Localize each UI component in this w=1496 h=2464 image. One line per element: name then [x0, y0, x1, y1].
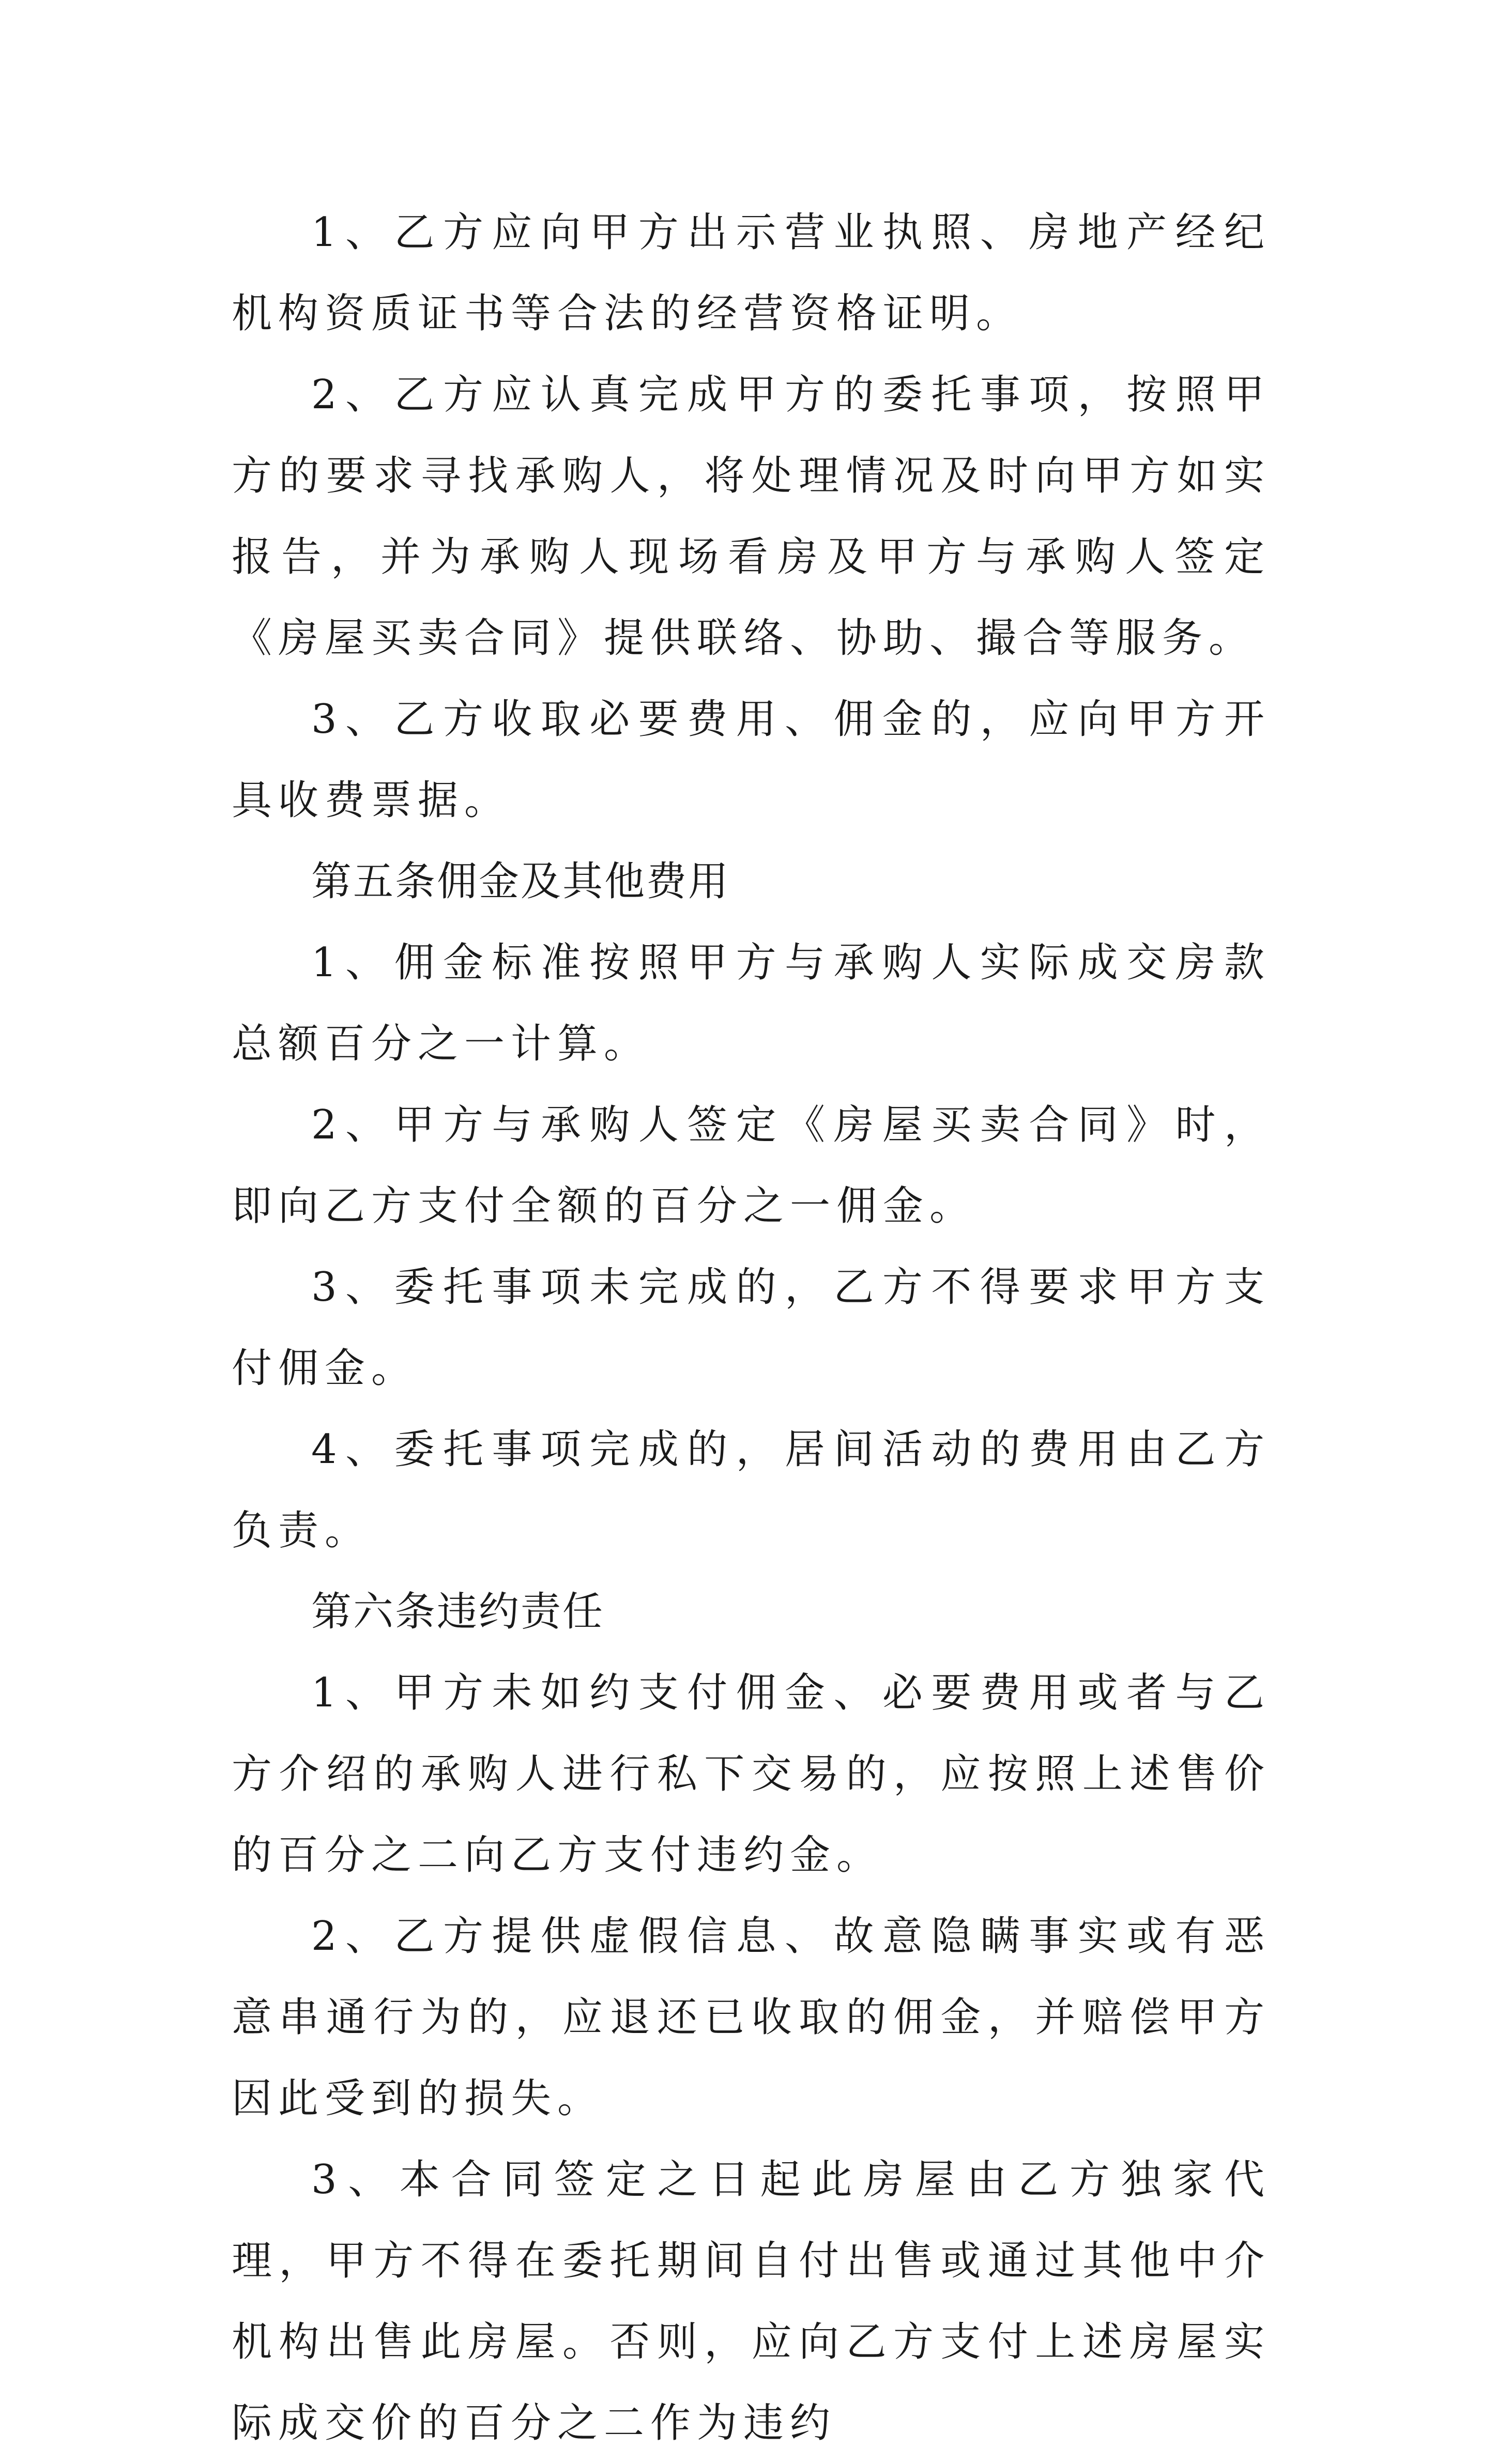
- paragraph-4: 1、佣金标准按照甲方与承购人实际成交房款总额百分之一计算。: [232, 940, 1271, 1067]
- document-body: [232, 192, 1271, 2464]
- section-heading-6: 第六条违约责任: [311, 1589, 605, 1635]
- paragraph-9: 2、乙方提供虚假信息、故意隐瞒事实或有恶意串通行为的，应退还已收取的佣金，并赔偿甲方因此受到的损失。: [232, 1913, 1271, 2122]
- paragraph-8: 1、甲方未如约支付佣金、必要费用或者与乙方介绍的承购人进行私下交易的，应按照上述售价的百分之二向乙方支付违约金。: [232, 1670, 1271, 1878]
- paragraph-2: 2、乙方应认真完成甲方的委托事项，按照甲方的要求寻找承购人，将处理情况及时向甲方如实报告，并为承购人现场看房及甲方与承购人签定《房屋买卖合同》提供联络、协助、撮合等服务。: [232, 372, 1271, 661]
- paragraph-7: 4、委托事项完成的，居间活动的费用由乙方负责。: [232, 1426, 1271, 1554]
- paragraph-6: 3、委托事项未完成的，乙方不得要求甲方支付佣金。: [232, 1264, 1271, 1392]
- paragraph-10: 3、本合同签定之日起此房屋由乙方独家代理，甲方不得在委托期间自付出售或通过其他中介机构出售此房屋。否则，应向乙方支付上述房屋实际成交价的百分之二作为违约: [232, 2157, 1271, 2446]
- section-heading-5: 第五条佣金及其他费用: [311, 858, 730, 905]
- paragraph-1: 1、乙方应向甲方出示营业执照、房地产经纪机构资质证书等合法的经营资格证明。: [232, 209, 1271, 337]
- paragraph-3: 3、乙方收取必要费用、佣金的，应向甲方开具收费票据。: [232, 696, 1271, 824]
- paragraph-5: 2、甲方与承购人签定《房屋买卖合同》时，即向乙方支付全额的百分之一佣金。: [232, 1102, 1271, 1229]
